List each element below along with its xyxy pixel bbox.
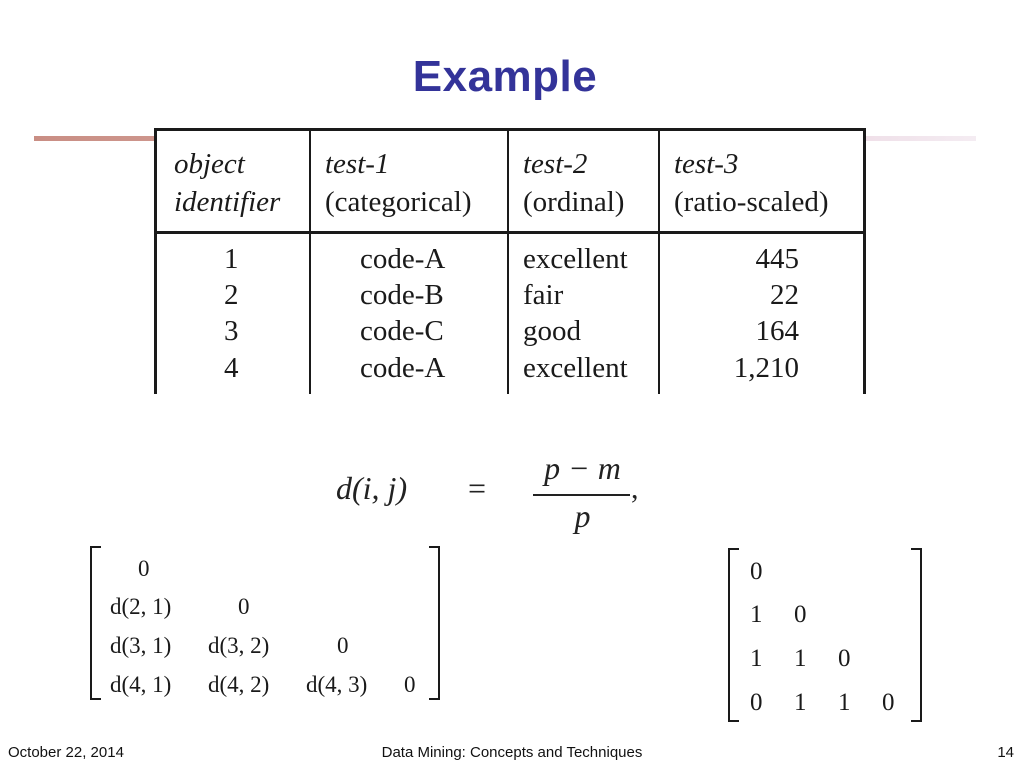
header-line2: (ratio-scaled) <box>674 186 829 218</box>
table-cell: excellent <box>523 243 628 275</box>
matrix-cell: 0 <box>238 594 250 619</box>
matrix-cell: 1 <box>794 689 807 716</box>
dissimilarity-formula <box>330 450 650 540</box>
header-line2: (ordinal) <box>523 186 625 218</box>
header-line1: test-1 <box>325 148 390 180</box>
matrix-cell: 0 <box>794 601 807 628</box>
table-cell: 164 <box>755 315 799 347</box>
table-cell: 4 <box>224 352 239 384</box>
matrix-cell: 0 <box>404 672 416 697</box>
formula-comma: , <box>631 472 639 505</box>
left-bracket <box>728 548 739 722</box>
matrix-cell: 1 <box>750 601 763 628</box>
table-cell: 1 <box>224 243 239 275</box>
table-cell: fair <box>523 279 564 311</box>
header-line1: test-2 <box>523 148 588 180</box>
matrix-cell: 1 <box>794 645 807 672</box>
matrix-cell: 1 <box>750 645 763 672</box>
dissimilarity-matrix-numeric <box>728 548 922 722</box>
matrix-cell: d(3, 2) <box>208 633 270 658</box>
table-cell: 445 <box>755 243 799 275</box>
formula-lhs: d(i, j) <box>336 470 408 506</box>
matrix-cell: 0 <box>337 633 349 658</box>
table-cell: 2 <box>224 279 239 311</box>
column-divider <box>309 131 311 394</box>
table-cell: 22 <box>770 279 799 311</box>
header-line1: object <box>174 148 245 180</box>
header-test-3 <box>674 145 829 221</box>
matrix-cell: 1 <box>838 689 851 716</box>
table-cell: 3 <box>224 315 239 347</box>
formula-equals: = <box>468 470 487 506</box>
matrix-cell: d(4, 3) <box>306 672 368 697</box>
header-test-1 <box>325 145 472 221</box>
table-cell: code-B <box>360 279 444 311</box>
column-divider <box>507 131 509 394</box>
table-cell: code-A <box>360 352 446 384</box>
header-line1: test-3 <box>674 148 739 180</box>
matrix-cell: d(2, 1) <box>110 594 172 619</box>
footer-course-title: Data Mining: Concepts and Techniques <box>381 744 643 761</box>
dissimilarity-matrix-symbolic <box>90 546 440 700</box>
column-divider <box>658 131 660 394</box>
attribute-table <box>154 128 866 394</box>
table-cell: 1,210 <box>733 352 799 384</box>
table-cell: code-A <box>360 243 446 275</box>
left-bracket <box>90 546 101 700</box>
right-bracket <box>911 548 922 722</box>
footer-date: October 22, 2014 <box>8 744 124 761</box>
matrix-cell: d(4, 1) <box>110 672 172 697</box>
matrix-cell: d(4, 2) <box>208 672 270 697</box>
matrix-cell: d(3, 1) <box>110 633 172 658</box>
header-divider <box>157 231 863 234</box>
matrix-cell: 0 <box>750 558 763 585</box>
matrix-cell: 0 <box>882 689 895 716</box>
matrix-cell: 0 <box>138 556 150 581</box>
slide-title: Example <box>412 52 598 101</box>
formula-numerator: p − m <box>544 450 621 486</box>
header-line2: identifier <box>174 186 281 218</box>
right-bracket <box>429 546 440 700</box>
table-cell: code-C <box>360 315 444 347</box>
matrix-cell: 0 <box>750 689 763 716</box>
table-cell: good <box>523 315 581 347</box>
formula-denominator: p <box>574 498 591 534</box>
header-object-identifier <box>174 145 280 221</box>
matrix-cell: 0 <box>838 645 851 672</box>
header-line2: (categorical) <box>325 186 472 218</box>
header-test-2 <box>523 145 624 221</box>
table-cell: excellent <box>523 352 628 384</box>
footer-page-number: 14 <box>997 744 1014 761</box>
fraction-bar <box>533 494 630 496</box>
